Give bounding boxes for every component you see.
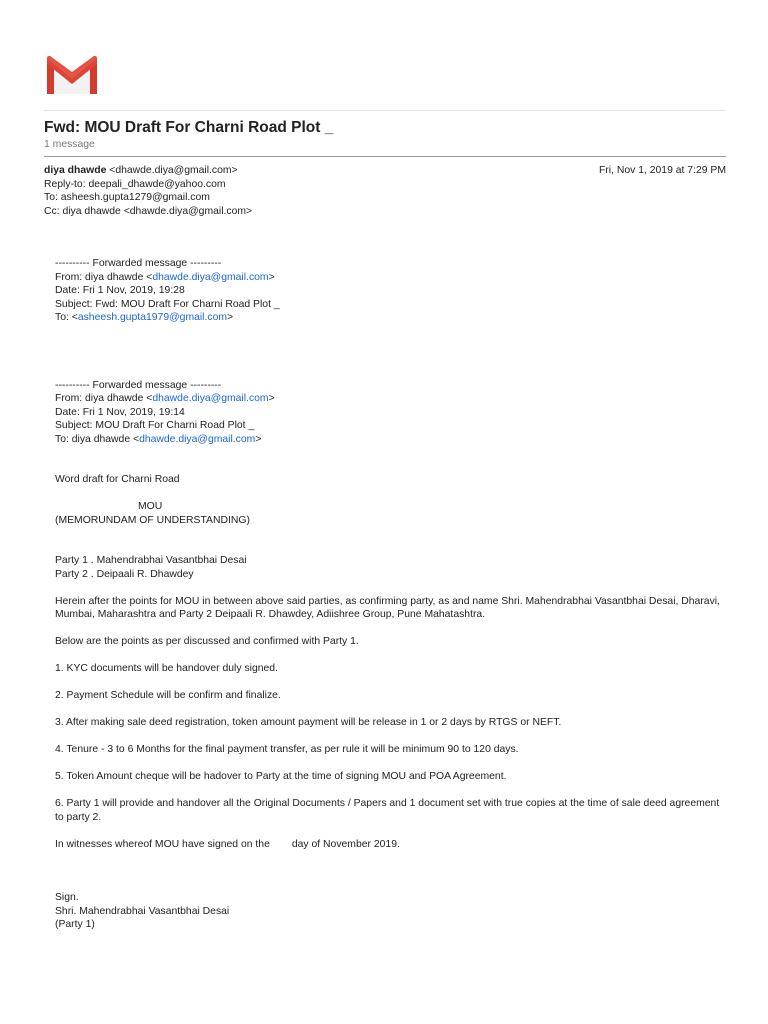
forward-to-label: To: diya dhawde < — [55, 433, 140, 445]
forwarded-block-2 — [55, 379, 725, 447]
witness-text: In witnesses whereof MOU have signed on the — [55, 838, 270, 850]
bracket: > — [227, 312, 234, 323]
party-2: Party 2 . Deipaali R. Dhawdey — [55, 568, 194, 580]
email-link[interactable]: dhawde.diya@gmail.com — [152, 271, 269, 283]
email-body — [55, 257, 725, 932]
below-paragraph: Below are the points as per discussed and confirmed with Party 1. — [55, 636, 359, 647]
forward-from-label: From: diya dhawde < — [55, 271, 153, 283]
forward-subject: Subject: Fwd: MOU Draft For Charni Road Plot _ — [55, 298, 280, 310]
subject-divider — [44, 156, 726, 157]
sign-name: Shri. Mahendrabhai Vasantbhai Desai — [55, 905, 230, 917]
forward-date: Date: Fri 1 Nov, 2019, 19:28 — [55, 285, 185, 296]
message-count: 1 message — [44, 139, 95, 150]
email-link[interactable]: dhawde.diya@gmail.com — [152, 393, 269, 404]
sign-label: Sign. — [55, 892, 79, 903]
forward-marker: ---------- Forwarded message --------- — [55, 258, 222, 269]
bracket: > — [268, 393, 275, 404]
forward-from-label: From: diya dhawde < — [55, 393, 153, 404]
witness-date: day of November 2019. — [291, 838, 400, 850]
point-3: 3. After making sale deed registration, token amount payment will be release in 1 or 2 days by RTGS or NEFT. — [55, 717, 562, 728]
bracket: > — [268, 271, 275, 283]
point-4: 4. Tenure - 3 to 6 Months for the final payment transfer, as per rule it will be minimum 90 to 120 days. — [55, 744, 519, 755]
forward-subject: Subject: MOU Draft For Charni Road Plot _ — [55, 420, 255, 431]
mou-subtitle: (MEMORUNDAM OF UNDERSTANDING) — [55, 514, 250, 526]
email-date: Fri, Nov 1, 2019 at 7:29 PM — [598, 165, 726, 176]
sender-email: <dhawde.diya@gmail.com> — [109, 165, 238, 176]
sign-party: (Party 1) — [55, 919, 95, 930]
email-link[interactable]: asheesh.gupta1979@gmail.com — [77, 312, 228, 323]
party-1: Party 1 . Mahendrabhai Vasantbhai Desai — [55, 555, 247, 566]
forwarded-block-1 — [55, 257, 725, 325]
point-5: 5. Token Amount cheque will be hadover to Party at the time of signing MOU and POA Agreement. — [55, 771, 507, 782]
forward-to-label: To: < — [55, 312, 78, 323]
forward-marker: ---------- Forwarded message --------- — [55, 379, 222, 391]
sender-name: diya dhawde — [44, 165, 107, 176]
herein-paragraph: Herein after the points for MOU in between above said parties, as confirming party, as and name Shri. Mahendrabhai Vasantbhai Desai, Dharavi, Mumbai, Maharashtra and Party 2 Deipaali R. Dhawdey, Adiishree Group, Pune Mahatashtra. — [55, 595, 720, 620]
email-subject: Fwd: MOU Draft For Charni Road Plot _ — [44, 119, 334, 136]
forward-date: Date: Fri 1 Nov, 2019, 19:14 — [55, 406, 185, 418]
point-2: 2. Payment Schedule will be confirm and finalize. — [55, 690, 281, 701]
header-divider — [44, 110, 726, 111]
point-1: 1. KYC documents will be handover duly signed. — [55, 663, 278, 674]
point-6: 6. Party 1 will provide and handover all the Original Documents / Papers and 1 document set with true copies at the time of sale deed agreement to party 2. — [55, 798, 720, 823]
intro-text: Word draft for Charni Road — [55, 474, 180, 485]
gmail-logo-icon — [44, 54, 100, 96]
mou-title: MOU — [138, 501, 163, 512]
email-link[interactable]: dhawde.diya@gmail.com — [139, 433, 256, 445]
bracket: > — [255, 433, 262, 445]
to-field: To: asheesh.gupta1279@gmail.com — [44, 192, 210, 203]
cc-field: Cc: diya dhawde <dhawde.diya@gmail.com> — [44, 205, 253, 217]
reply-to: Reply-to: deepali_dhawde@yahoo.com — [44, 178, 226, 190]
